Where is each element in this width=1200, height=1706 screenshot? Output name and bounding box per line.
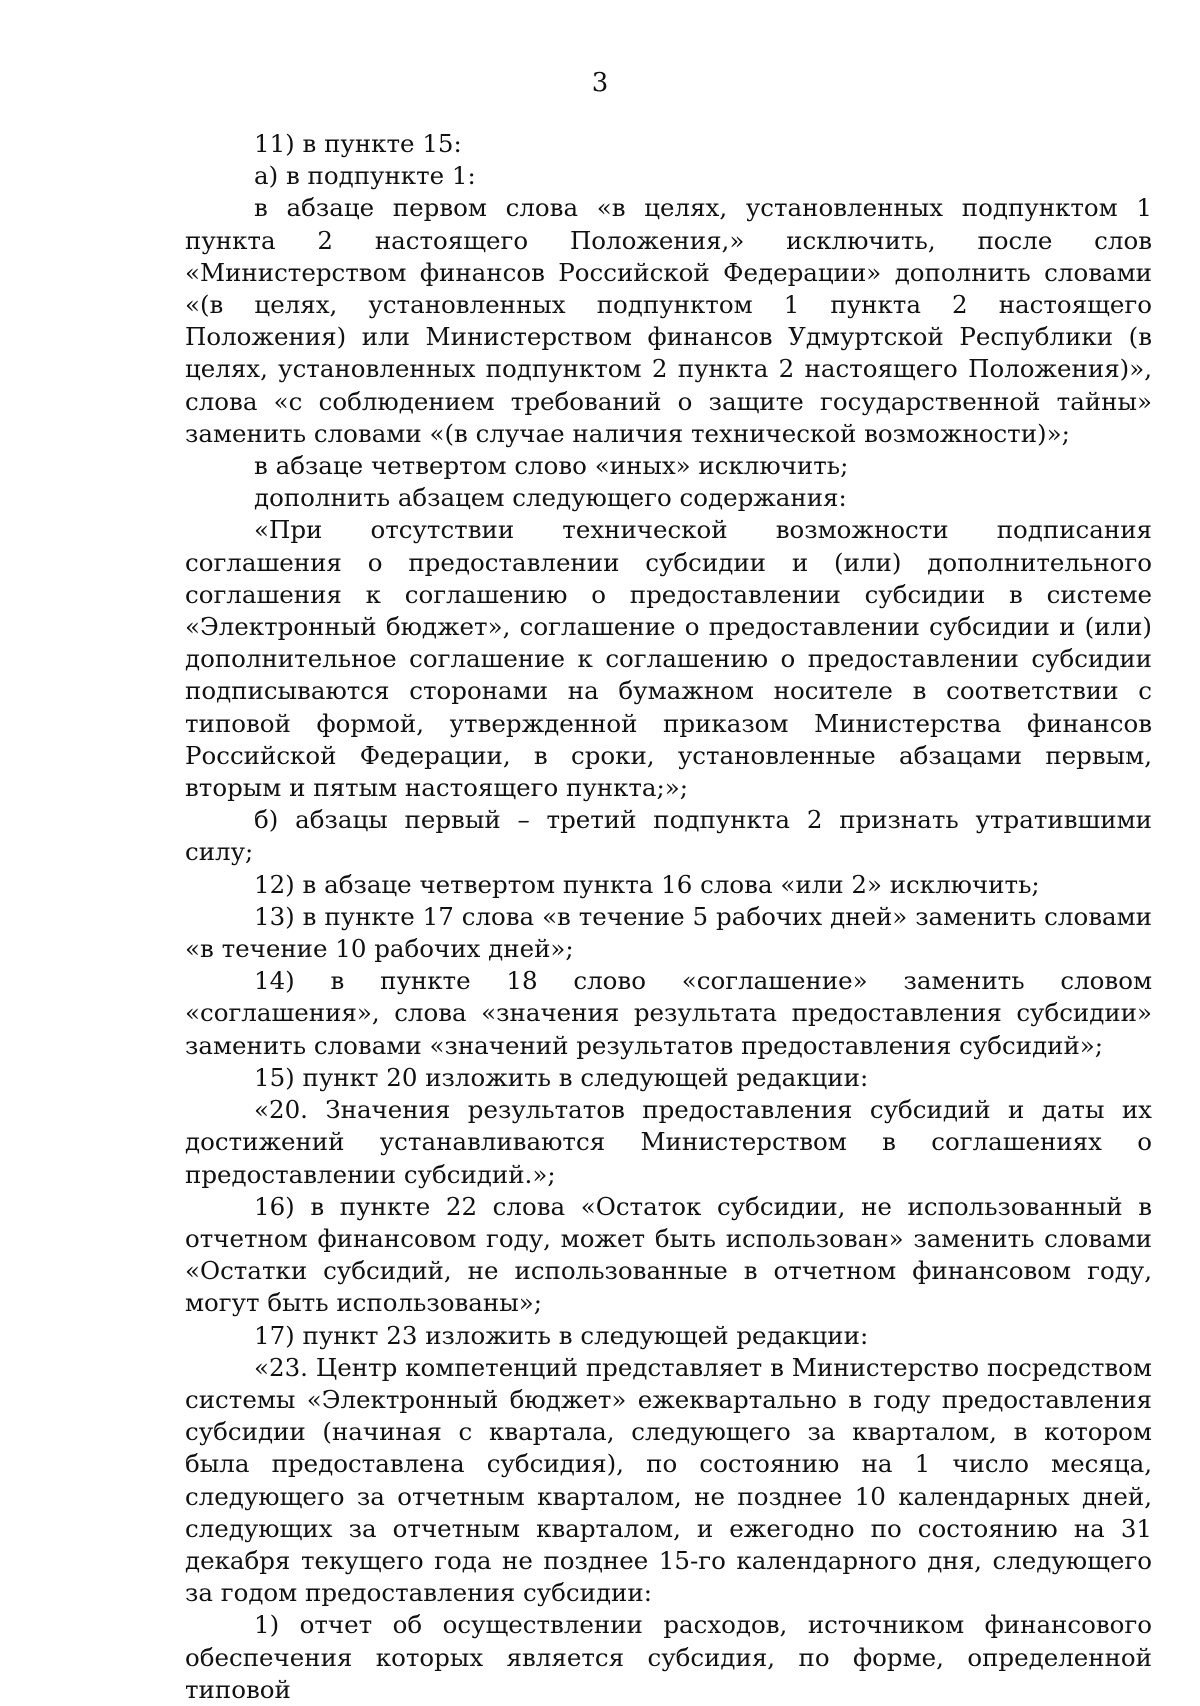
paragraph: в абзаце первом слова «в целях, установленных подпунктом 1 пункта 2 настоящего Положения,» исключить, после слов «Министерством финансов Российской Федерации» дополнить словами «(в целях, установленных подпунктом 1 пункта 2 настоящего Положения) или Министерством финансов Удмуртской Республики (в целях, установленных подпунктом 2 пункта 2 настоящего Положения)», слова «с соблюдением требований о защите государственной тайны» заменить словами «(в случае наличия технической возможности)»; xyxy=(185,193,1152,448)
paragraph: 17) пункт 23 изложить в следующей редакции: xyxy=(254,1320,869,1350)
paragraph: 13) в пункте 17 слова «в течение 5 рабочих дней» заменить словами «в течение 10 рабочих дней»; xyxy=(185,901,1152,964)
paragraph: дополнить абзацем следующего содержания: xyxy=(254,483,847,513)
paragraph: 11) в пункте 15: xyxy=(254,129,462,158)
paragraph: в абзаце четвертом слово «иных» исключить; xyxy=(254,451,849,481)
paragraph: «20. Значения результатов предоставления субсидий и даты их достижений устанавливаются Министерством в соглашениях о предоставлении субсидий.»; xyxy=(185,1095,1152,1189)
paragraph: 14) в пункте 18 слово «соглашение» заменить словом «соглашения», слова «значения результата предоставления субсидии» заменить словами «значений результатов предоставления субсидий»; xyxy=(185,966,1152,1060)
page-number: 3 xyxy=(591,68,609,98)
document-body xyxy=(185,128,1152,1706)
paragraph: «23. Центр компетенций представляет в Министерство посредством системы «Электронный бюджет» ежеквартально в году предоставления субсидии (начиная с квартала, следующего за кварталом, в котором была предоставлена субсидия), по состоянию на 1 число месяца, следующего за отчетным кварталом, не позднее 10 календарных дней, следующих за отчетным кварталом, и ежегодно по состоянию на 31 декабря текущего года не позднее 15-го календарного дня, следующего за годом предоставления субсидии: xyxy=(185,1352,1152,1608)
paragraph: 1) отчет об осуществлении расходов, источником финансового обеспечения которых является субсидия, по форме, определенной типовой xyxy=(185,1610,1152,1704)
paragraph: а) в подпункте 1: xyxy=(254,161,476,191)
paragraph: б) абзацы первый – третий подпункта 2 признать утратившими силу; xyxy=(185,805,1152,867)
paragraph: 16) в пункте 22 слова «Остаток субсидии, не использованный в отчетном финансовом году, может быть использован» заменить словами «Остатки субсидий, не использованные в отчетном финансовом году, могут быть использованы»; xyxy=(185,1191,1152,1318)
paragraph: «При отсутствии технической возможности подписания соглашения о предоставлении субсидии и (или) дополнительного соглашения к соглашению о предоставлении субсидии в системе «Электронный бюджет», соглашение о предоставлении субсидии и (или) дополнительное соглашение к соглашению о предоставлении субсидии подписываются сторонами на бумажном носителе в соответствии с типовой формой, утвержденной приказом Министерства финансов Российской Федерации, в сроки, установленные абзацами первым, вторым и пятым настоящего пункта;»; xyxy=(185,515,1152,803)
paragraph: 15) пункт 20 изложить в следующей редакции: xyxy=(254,1062,869,1092)
paragraph: 12) в абзаце четвертом пункта 16 слова «или 2» исключить; xyxy=(254,869,1040,899)
